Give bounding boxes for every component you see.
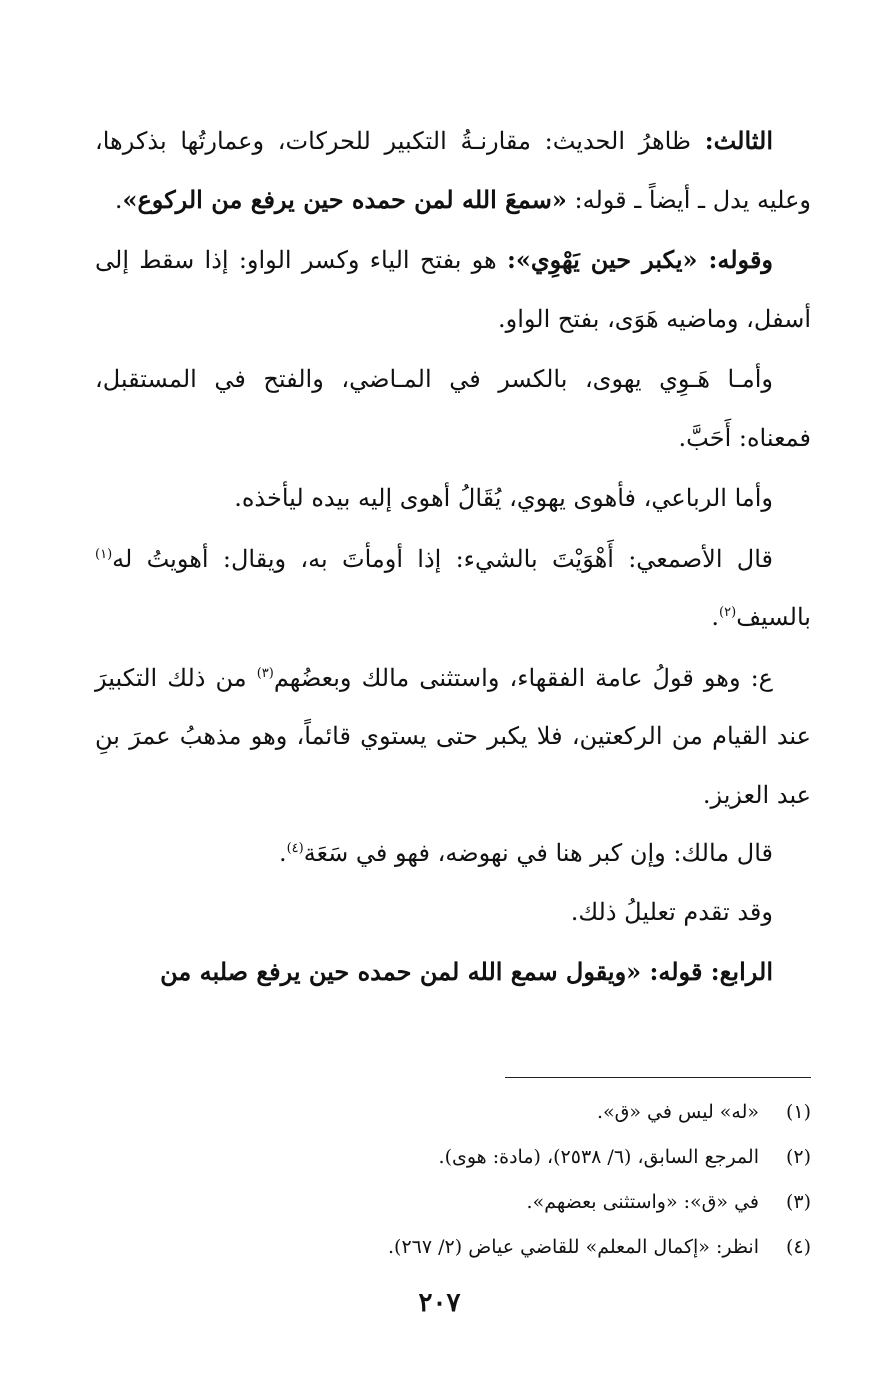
footnote-ref-3[interactable]: (٣)	[256, 665, 274, 681]
footnote-1	[95, 1090, 811, 1135]
paragraph-fourth-point	[95, 943, 811, 1002]
paragraph-text: .	[711, 603, 720, 631]
paragraph-third-point	[95, 112, 811, 229]
footnote-text: المرجع السابق، (٦/ ٢٥٣٨)، (مادة: هوى).	[438, 1146, 759, 1168]
paragraph-hawiya	[95, 350, 811, 467]
paragraph-text: .	[278, 839, 287, 867]
footnote-text: «له» ليس في «ق».	[596, 1101, 759, 1123]
footnote-number: (٢)	[785, 1146, 811, 1168]
footnote-ref-2[interactable]: (٢)	[719, 605, 737, 620]
footnote-4	[95, 1225, 811, 1270]
paragraph-malik	[95, 824, 811, 883]
footnote-number: (١)	[785, 1101, 811, 1123]
footnote-divider	[505, 1077, 811, 1078]
paragraph-rubai	[95, 469, 811, 528]
footnote-number: (٣)	[785, 1191, 811, 1213]
footnote-number: (٤)	[785, 1236, 811, 1258]
paragraph-taalil	[95, 883, 811, 942]
footnote-ref-4[interactable]: (٤)	[286, 841, 304, 856]
footnote-text: انظر: «إكمال المعلم» للقاضي عياض (٢/ ٢٦٧).	[388, 1236, 759, 1258]
paragraph-text: قال مالك: وإن كبر هنا في نهوضه، فهو في سَعَة	[303, 839, 773, 867]
footnote-2	[95, 1135, 811, 1180]
paragraph-text: قال الأصمعي: أَهْوَيْتَ بالشيء: إذا أومأتَ به، ويقال: أهويتُ له	[112, 544, 773, 573]
hadith-quote: «سمعَ الله لمن حمده حين يرفع من الركوع»	[122, 184, 567, 214]
paragraph-text: وأمـا هَـوِي يهوى، بالكسر في المـاضي، والفتح في المستقبل، فمعناه: أَحَبَّ.	[95, 365, 811, 452]
paragraph-text: وأما الرباعي، فأهوى يهوي، يُقَالُ أهوى إليه بيده ليأخذه.	[234, 484, 773, 512]
paragraph-text: هو بفتح الياء وكسر الواو: إذا سقط إلى أسفل، وماضيه هَوَى، بفتح الواو.	[95, 246, 811, 333]
paragraph-asmai	[95, 530, 811, 647]
paragraph-text: ظاهرُ الحديث: مقارنـةُ التكبير للحركات، وعمارتُها بذكرها، وعليه يدل ـ أيضاً ـ قوله:	[95, 127, 811, 214]
paragraph-text: الرابع: قوله: «ويقول سمع الله لمن حمده حين يرفع صلبه من	[160, 957, 773, 986]
paragraph-ain	[95, 649, 811, 825]
footnote-3	[95, 1180, 811, 1225]
lead-term: الثالث:	[704, 126, 773, 155]
paragraph-text: بالسيف	[736, 603, 811, 631]
page-number: ٢٠٧	[418, 1288, 461, 1318]
paragraph-text: وقد تقدم تعليلُ ذلك.	[570, 897, 773, 926]
paragraph-text: .	[114, 185, 123, 214]
footnote-ref-1[interactable]: (١)	[95, 546, 113, 562]
paragraph-text: ع: وهو قولُ عامة الفقهاء، واستثنى مالك وبعضُهم	[273, 663, 773, 692]
footnotes	[95, 1090, 811, 1270]
footnote-text: في «ق»: «واستثنى بعضهم».	[526, 1191, 759, 1213]
lead-term: وقوله: «يكبر حين يَهْوِي»:	[506, 245, 774, 274]
paragraph-text: من ذلك التكبيرَ عند القيام من الركعتين، فلا يكبر حتى يستوي قائماً، وهو مذهبُ عمرَ بنِ عبد العزيز.	[95, 663, 811, 809]
paragraph-yahwi	[95, 231, 811, 348]
main-text	[95, 112, 811, 1002]
